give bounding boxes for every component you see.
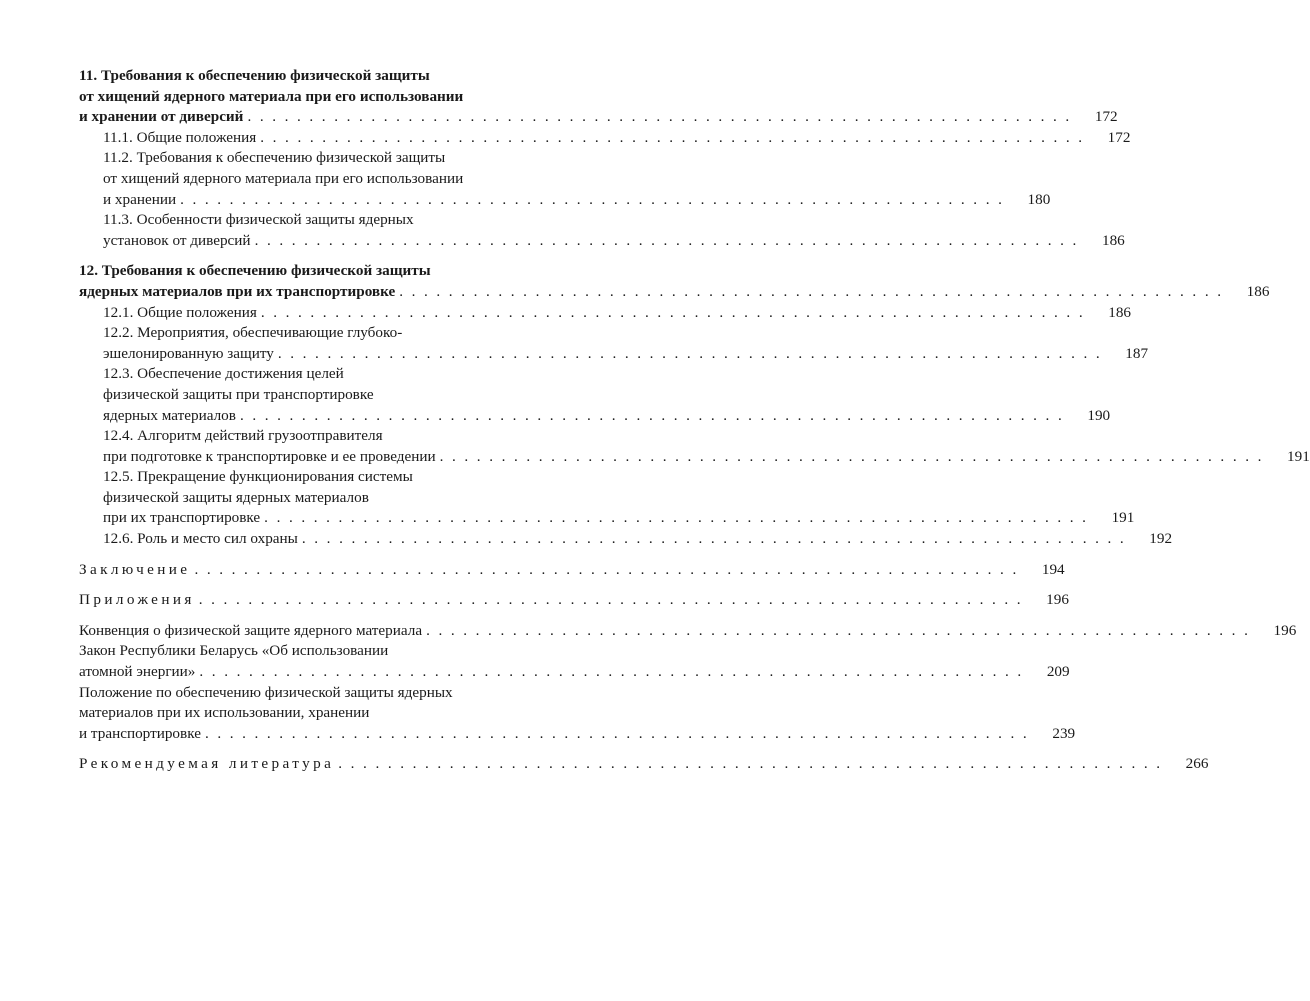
toc-entry-line: 12. Требования к обеспечению физической защиты [79,262,431,280]
chapter-12-block [79,261,1310,549]
page-number: 266 [1185,755,1209,773]
toc-entry-line: 11.2. Требования к обеспечению физической защиты [103,149,446,167]
leader-dots: . . . . . . . . . . . . . . . . . . . . . . . . . . . . . . . . . . . . . . . . . . . . . . . . . . . . . . . . . . . . . . . . . . . [254,231,1079,249]
toc-entry-line: 11.1. Общие положения [103,128,257,146]
toc-entry-line: физической защиты ядерных материалов [103,488,369,506]
toc-entry-12-5[interactable] [79,467,1135,529]
page-number: 191 [1287,447,1310,465]
leader-dots: . . . . . . . . . . . . . . . . . . . . . . . . . . . . . . . . . . . . . . . . . . . . . . . . . . . . . . . . . . . . . . . . . . . [264,509,1089,527]
toc-entry-line: эшелонированную защиту [103,344,274,362]
toc-entry-line: 12.3. Обеспечение достижения целей [103,365,344,383]
toc-entry-11-2[interactable] [79,148,1051,210]
toc-entry-appendix-2[interactable] [79,641,1070,682]
leader-dots: . . . . . . . . . . . . . . . . . . . . . . . . . . . . . . . . . . . . . . . . . . . . . . . . . . . . . . . . . . . . . . . . . . . [198,591,1023,609]
page-number: 186 [1246,282,1270,300]
leader-dots: . . . . . . . . . . . . . . . . . . . . . . . . . . . . . . . . . . . . . . . . . . . . . . . . . . . . . . . . . . . . . . . . . . . [180,190,1005,208]
leader-dots: . . . . . . . . . . . . . . . . . . . . . . . . . . . . . . . . . . . . . . . . . . . . . . . . . . . . . . . . . . . . . . . . . . . [301,530,1127,548]
toc-entry-line: 12.5. Прекращение функционирования системы [103,468,413,486]
toc-entry-line: установок от диверсий [103,231,251,249]
leader-dots: . . . . . . . . . . . . . . . . . . . . . . . . . . . . . . . . . . . . . . . . . . . . . . . . . . . . . . . . . . . . . . . . . . . [247,108,1072,126]
toc-entry-line: и хранении от диверсий [79,108,244,126]
page-number: 186 [1108,303,1132,321]
toc-entry-12-2[interactable] [79,323,1149,364]
toc-entry-line: Закон Республики Беларусь «Об использовании [79,642,389,660]
page-number: 191 [1111,509,1135,527]
toc-entry-line: физической защиты при транспортировке [103,385,374,403]
appendix-list [79,621,1297,745]
page-number: 180 [1027,190,1051,208]
toc-entry-line: материалов при их использовании, хранении [79,704,370,722]
page-number: 172 [1094,108,1118,126]
toc-entry-12-3[interactable] [79,364,1111,426]
toc-entry-11-3[interactable] [79,210,1125,251]
toc-entry-appendices[interactable] [79,590,1069,611]
leader-dots: . . . . . . . . . . . . . . . . . . . . . . . . . . . . . . . . . . . . . . . . . . . . . . . . . . . . . . . . . . . . . . . . . . . [439,447,1264,465]
toc-entry-line: и хранении [103,190,177,208]
leader-dots: . . . . . . . . . . . . . . . . . . . . . . . . . . . . . . . . . . . . . . . . . . . . . . . . . . . . . . . . . . . . . . . . . . . [199,663,1024,681]
toc-entry-line: 12.4. Алгоритм действий грузоотправителя [103,427,383,445]
leader-dots: . . . . . . . . . . . . . . . . . . . . . . . . . . . . . . . . . . . . . . . . . . . . . . . . . . . . . . . . . . . . . . . . . . . [260,128,1085,146]
toc-entry-line: при подготовке к транспортировке и ее проведении [103,447,436,465]
toc-entry-12-4[interactable] [79,426,1310,467]
page-number: 186 [1101,231,1125,249]
page-number: 172 [1107,128,1131,146]
toc-entry-line: Заключение [79,560,191,578]
toc-entry-line: Конвенция о физической защите ядерного материала [79,621,423,639]
page-number: 196 [1273,621,1297,639]
toc-entry-line: при их транспортировке [103,509,261,527]
leader-dots: . . . . . . . . . . . . . . . . . . . . . . . . . . . . . . . . . . . . . . . . . . . . . . . . . . . . . . . . . . . . . . . . . . . [338,755,1163,773]
toc-entry-line: 12.6. Роль и место сил охраны [103,530,298,548]
toc-entry-literature[interactable] [79,754,1209,775]
toc-entry-12-6[interactable] [79,529,1173,550]
toc-entry-line: Положение по обеспечению физической защиты ядерных [79,683,453,701]
toc-entry-line: от хищений ядерного материала при его использовании [79,87,464,105]
page-number: 196 [1046,591,1069,609]
leader-dots: . . . . . . . . . . . . . . . . . . . . . . . . . . . . . . . . . . . . . . . . . . . . . . . . . . . . . . . . . . . . . . . . . . . [399,282,1224,300]
toc-entry-line: 11. Требования к обеспечению физической защиты [79,67,430,84]
toc-entry-conclusion[interactable] [79,560,1065,581]
leader-dots: . . . . . . . . . . . . . . . . . . . . . . . . . . . . . . . . . . . . . . . . . . . . . . . . . . . . . . . . . . . . . . . . . . . [194,560,1019,578]
toc-entry-line: от хищений ядерного материала при его использовании [103,169,464,187]
toc-entry-line: ядерных материалов [103,406,236,424]
toc-entry-line: 11.3. Особенности физической защиты ядерных [103,211,414,229]
toc-entry-line: 12.1. Общие положения [103,303,257,321]
leader-dots: . . . . . . . . . . . . . . . . . . . . . . . . . . . . . . . . . . . . . . . . . . . . . . . . . . . . . . . . . . . . . . . . . . . [260,303,1086,321]
toc-entry-appendix-1[interactable] [79,621,1297,642]
leader-dots: . . . . . . . . . . . . . . . . . . . . . . . . . . . . . . . . . . . . . . . . . . . . . . . . . . . . . . . . . . . . . . . . . . . [426,621,1251,639]
page-number: 239 [1052,724,1076,742]
toc-entry-appendix-3[interactable] [79,683,1076,745]
leader-dots: . . . . . . . . . . . . . . . . . . . . . . . . . . . . . . . . . . . . . . . . . . . . . . . . . . . . . . . . . . . . . . . . . . . [277,344,1103,362]
toc-entry-line: Приложения [79,591,195,609]
toc-entry-line: атомной энергии» [79,663,196,681]
toc-entry-12-1[interactable] [79,303,1132,324]
table-of-contents [79,66,1310,785]
page-number: 192 [1149,530,1173,548]
page-number: 187 [1125,344,1149,362]
leader-dots: . . . . . . . . . . . . . . . . . . . . . . . . . . . . . . . . . . . . . . . . . . . . . . . . . . . . . . . . . . . . . . . . . . . [239,406,1065,424]
toc-entry-line: 12.2. Мероприятия, обеспечивающие глубоко- [103,324,403,342]
toc-entry-line: ядерных материалов при их транспортировке [79,282,396,300]
page-number: 194 [1041,560,1065,578]
toc-entry-chapter-11[interactable] [79,66,1118,128]
toc-entry-line: Рекомендуемая литература [79,755,335,773]
toc-entry-chapter-12[interactable] [79,261,1270,302]
page-number: 209 [1046,663,1070,681]
leader-dots: . . . . . . . . . . . . . . . . . . . . . . . . . . . . . . . . . . . . . . . . . . . . . . . . . . . . . . . . . . . . . . . . . . . [204,724,1030,742]
chapter-11-block [79,66,1131,251]
page-number: 190 [1087,406,1111,424]
toc-entry-line: и транспортировке [79,724,201,742]
toc-entry-11-1[interactable] [79,128,1131,149]
